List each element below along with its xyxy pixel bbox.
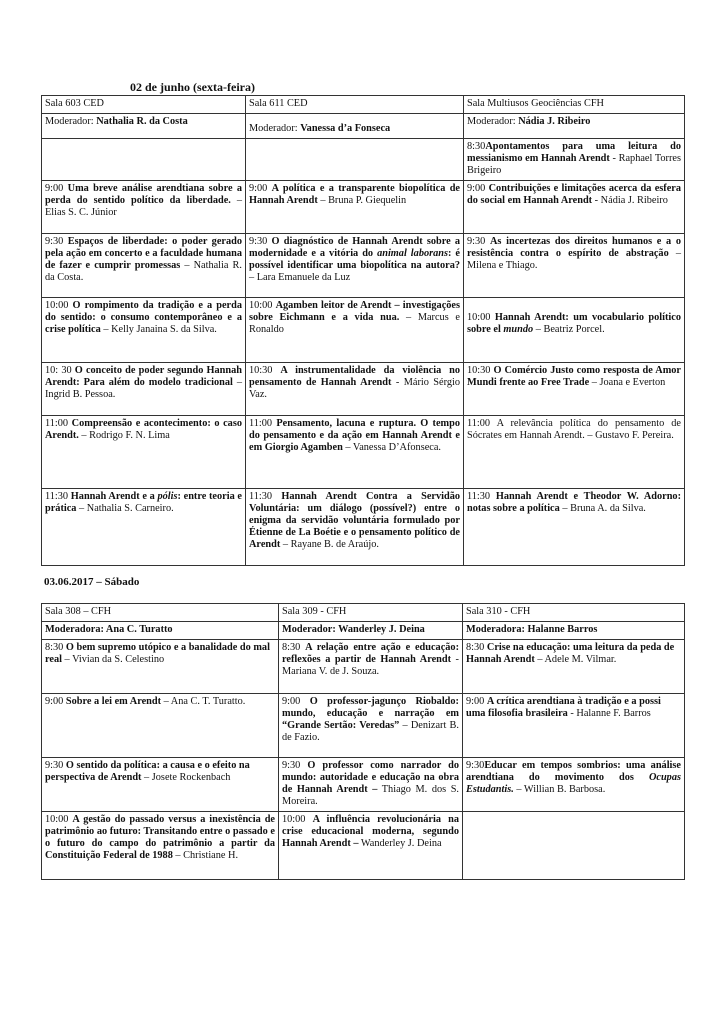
empty-cell: [42, 139, 246, 181]
session-author: – Denizart B. de Fazio.: [282, 720, 459, 743]
session-title: Uma breve análise arendtiana sobre a perda do sentido político da liberdade.: [45, 183, 242, 206]
session-title: O Comércio Justo como resposta de Amor Mundi frente ao Free Trade: [467, 365, 682, 388]
moderator-cell: [464, 114, 685, 139]
session-author: – Nathalia R. da Costa.: [45, 260, 242, 283]
session-title: O rompimento da tradição e a perda do sentido: o consumo contemporâneo e a crise política: [45, 300, 242, 335]
session-author: – Beatriz Porcel.: [533, 324, 605, 335]
session-author: – Lara Emanuele da Luz: [249, 272, 351, 283]
room-header: Sala 611 CED: [246, 96, 464, 114]
session-title: Pensamento, lacuna e ruptura. O tempo do pensamento e da ação em Hannah Arendt e em Giorgio Agamben: [249, 418, 460, 453]
moderator-name: Vanessa d’a Fonseca: [300, 123, 391, 134]
session-time: 9:30: [249, 236, 268, 247]
session-time: 10:00: [249, 300, 273, 311]
session-time: 9:30: [466, 760, 485, 771]
moderator-name: Nádia J. Ribeiro: [518, 116, 591, 127]
session-time: 11:00: [249, 418, 273, 429]
session-cell: [246, 181, 464, 234]
moderator-cell: [246, 114, 464, 139]
moderator-row: [42, 114, 685, 139]
session-row: [42, 694, 685, 758]
moderator-prefix: Moderador:: [467, 116, 519, 127]
session-cell: [463, 640, 685, 694]
session-title: Crise na educação: uma leitura da peda de Hannah Arendt: [466, 642, 675, 665]
session-time: 9:30: [467, 236, 486, 247]
session-time: 9:00: [249, 183, 268, 194]
session-time: 11:30: [45, 491, 69, 502]
session-row: [42, 363, 685, 416]
session-author: – Kelly Janaina S. da Silva.: [100, 324, 217, 335]
session-title: Compreensão e acontecimento: o caso Arendt.: [45, 418, 242, 441]
session-title: Apontamentos para uma leitura do messianismo em Hannah Arendt: [467, 141, 681, 164]
session-cell: [42, 416, 246, 489]
session-cell: [42, 694, 279, 758]
session-title: A gestão do passado versus a inexistência de patrimônio ao futuro: Transitando entre o passado e o futuro do campo do patrimônio a partir da Constituição Federal de 1988: [45, 814, 275, 861]
session-title-italic: animal laborans: [377, 248, 449, 259]
session-author: – Rayane B. de Araújo.: [280, 539, 379, 550]
session-title: : entre teoria e prática: [45, 491, 242, 514]
moderator-prefix: Moderador:: [249, 123, 301, 134]
session-author: – Milena e Thiago.: [467, 248, 681, 271]
session-time: 10:00: [467, 312, 491, 323]
session-time: 8:30: [282, 642, 301, 653]
session-author: – Josete Rockenbach: [141, 772, 231, 783]
session-row: [42, 640, 685, 694]
session-cell: [42, 298, 246, 363]
session-cell: [42, 640, 279, 694]
session-time: 11:00: [467, 418, 491, 429]
session-cell: [42, 489, 246, 566]
session-time: 9:00: [45, 183, 64, 194]
session-title: : é possível identificar uma biopolítica na autora?: [249, 248, 461, 271]
session-author: – Ingrid B. Pessoa.: [45, 377, 242, 400]
session-cell: [246, 298, 464, 363]
session-row: [42, 416, 685, 489]
moderator-cell: [42, 622, 279, 640]
session-author: - Mariana V. de J. Souza.: [282, 654, 459, 677]
moderator-prefix: Moderadora:: [45, 624, 106, 635]
session-time: 9:30: [282, 760, 301, 771]
session-cell: [279, 812, 463, 880]
session-author: - Raphael Torres Brigeiro: [467, 153, 681, 176]
session-cell: [42, 234, 246, 298]
session-author: - Mário Sérgio Vaz.: [249, 377, 461, 400]
session-cell: [464, 139, 685, 181]
session-title: O diagnóstico de Hannah Arendt sobre a modernidade e a vitória do: [249, 236, 461, 259]
session-author: – Joana e Everton: [589, 377, 666, 388]
session-cell: [246, 363, 464, 416]
session-title: Sobre a lei em Arendt: [65, 696, 162, 707]
moderator-cell: [279, 622, 463, 640]
session-time: 9:00: [45, 696, 64, 707]
session-author: - Nádia J. Ribeiro: [592, 195, 668, 206]
session-cell: [246, 234, 464, 298]
session-cell: [464, 363, 685, 416]
session-time: 9:00: [282, 696, 301, 707]
session-cell: [42, 758, 279, 812]
session-time: 10:00: [45, 814, 69, 825]
moderator-prefix: Moderadora:: [466, 624, 528, 635]
moderator-name: Ana C. Turatto: [105, 624, 173, 635]
room-header: Sala Multiusos Geociências CFH: [464, 96, 685, 114]
session-cell: [42, 812, 279, 880]
session-time: 9:30: [45, 236, 64, 247]
session-title: Contribuições e limitações acerca da esfera do social em Hannah Arendt: [467, 183, 681, 206]
session-time: 10: 30: [45, 365, 72, 376]
moderator-cell: [42, 114, 246, 139]
session-title: O bem supremo utópico e a banalidade do mal real: [45, 642, 270, 665]
session-author: – Rodrigo F. N. Lima: [78, 430, 170, 441]
moderator-row: [42, 622, 685, 640]
session-cell: [279, 758, 463, 812]
session-cell: [279, 694, 463, 758]
session-title-italic: pólis: [157, 491, 178, 502]
session-author: – Vivian da S. Celestino: [61, 654, 165, 665]
moderator-cell: [463, 622, 685, 640]
session-title: As incertezas dos direitos humanos e a o resistência contra o espírito de abstração: [467, 236, 681, 259]
session-author: – Bruna P. Giequelin: [317, 195, 407, 206]
session-time: 8:30: [466, 642, 485, 653]
day1-title: 02 de junho (sexta-feira): [130, 80, 255, 94]
session-author: – Vanessa D’Afonseca.: [342, 442, 441, 453]
session-time: 10:00: [45, 300, 69, 311]
room-header: Sala 309 - CFH: [279, 604, 463, 622]
session-cell: [464, 489, 685, 566]
session-time: 10:30: [249, 365, 273, 376]
session-time: 8:30: [467, 141, 486, 152]
session-title-italic: mundo: [503, 324, 534, 335]
session-time: 11:00: [45, 418, 69, 429]
session-row: [42, 234, 685, 298]
room-header-row: [42, 604, 685, 622]
session-title: A relação entre ação e educação: reflexões a partir de Hannah Arendt: [282, 642, 459, 665]
session-title: O sentido da política: a causa e o efeito na perspectiva de Arendt: [45, 760, 250, 783]
session-title: O professor como narrador do mundo: autoridade e educação na obra de Hannah Arendt –: [282, 760, 459, 795]
session-row: [42, 139, 685, 181]
session-cell: [464, 416, 685, 489]
session-author: - Halanne F. Barros: [567, 708, 651, 719]
session-title: A política e a transparente biopolítica de Hannah Arendt: [249, 183, 461, 206]
session-title: Hannah Arendt: um vocabulario político sobre el: [467, 312, 681, 335]
session-author: Thiago M. dos S. Moreira.: [282, 784, 459, 807]
session-row: [42, 181, 685, 234]
session-time: 8:30: [45, 642, 64, 653]
room-header: Sala 308 – CFH: [42, 604, 279, 622]
day2-title: 03.06.2017 – Sábado: [44, 576, 140, 588]
session-cell: [464, 298, 685, 363]
moderator-name: Nathalia R. da Costa: [96, 116, 188, 127]
session-title: A crítica arendtiana à tradição e a possi uma filosofia brasileira: [466, 696, 661, 719]
room-header-row: [42, 96, 685, 114]
session-author: A relevância política do pensamento de Sócrates em Hannah Arendt. – Gustavo F. Pereira.: [467, 418, 681, 441]
session-row: [42, 489, 685, 566]
session-author: – Nathalia S. Carneiro.: [76, 503, 174, 514]
day1-schedule-table: [41, 95, 685, 566]
session-title: Espaços de liberdade: o poder gerado pela ação em concerto e a faculdade humana de fazer e cumprir promessas: [45, 236, 242, 271]
session-cell: [246, 416, 464, 489]
session-cell: [463, 694, 685, 758]
session-cell: [42, 181, 246, 234]
session-author: – Willian B. Barbosa.: [513, 784, 606, 795]
session-row: [42, 758, 685, 812]
session-author: – Bruna A. da Silva.: [559, 503, 646, 514]
session-cell: [464, 181, 685, 234]
moderator-prefix: Moderador:: [45, 116, 97, 127]
session-time: 10:00: [282, 814, 306, 825]
empty-cell: [463, 812, 685, 880]
session-cell: [464, 234, 685, 298]
session-title: O professor-jagunço Riobaldo: mundo, educação e narração em “Grande Sertão: Veredas”: [282, 696, 459, 731]
session-author: – Ana C. T. Turatto.: [161, 696, 246, 707]
session-title: Educar em tempos sombrios: uma análise arendtiana do movimento dos: [466, 760, 681, 783]
session-title: Hannah Arendt e a: [70, 491, 158, 502]
session-author: – Elias S. C. Júnior: [45, 195, 242, 218]
session-title: A instrumentalidade da violência no pensamento de Hannah Arendt: [249, 365, 460, 388]
session-author: – Christiane H.: [172, 850, 239, 861]
room-header: Sala 603 CED: [42, 96, 246, 114]
session-cell: [246, 489, 464, 566]
session-title: A influência revolucionária na crise educacional moderna, segundo Hannah Arendt –: [282, 814, 459, 849]
session-time: 10:30: [467, 365, 491, 376]
session-author: – Marcus e Ronaldo: [249, 312, 460, 335]
session-time: 9:30: [45, 760, 64, 771]
moderator-name: Wanderley J. Deina: [338, 624, 425, 635]
session-cell: [42, 363, 246, 416]
session-time: 11:30: [467, 491, 491, 502]
day2-schedule-table: [41, 603, 685, 880]
session-title-italic: Ocupas Estudantis.: [466, 772, 681, 795]
session-time: 11:30: [249, 491, 273, 502]
moderator-prefix: Moderador:: [282, 624, 339, 635]
session-row: [42, 298, 685, 363]
empty-cell: [246, 139, 464, 181]
session-time: 9:00: [466, 696, 485, 707]
session-cell: [463, 758, 685, 812]
moderator-name: Halanne Barros: [527, 624, 598, 635]
session-cell: [279, 640, 463, 694]
session-title: Hannah Arendt e Theodor W. Adorno: notas sobre a política: [467, 491, 682, 514]
session-author: Wanderley J. Deina: [358, 838, 442, 849]
session-time: 9:00: [467, 183, 486, 194]
room-header: Sala 310 - CFH: [463, 604, 685, 622]
session-title: Agamben leitor de Arendt – investigações sobre Eichmann e a vida nua.: [249, 300, 460, 323]
session-row: [42, 812, 685, 880]
session-title: O conceito de poder segundo Hannah Arendt: Para além do modelo tradicional: [45, 365, 243, 388]
session-author: – Adele M. Vilmar.: [534, 654, 617, 665]
session-title: Hannah Arendt Contra a Servidão Voluntária: um diálogo (possível?) entre o enigma da servidão voluntária formulado por Étienne de La Boétie e o pensamento político de Arendt: [249, 491, 460, 550]
